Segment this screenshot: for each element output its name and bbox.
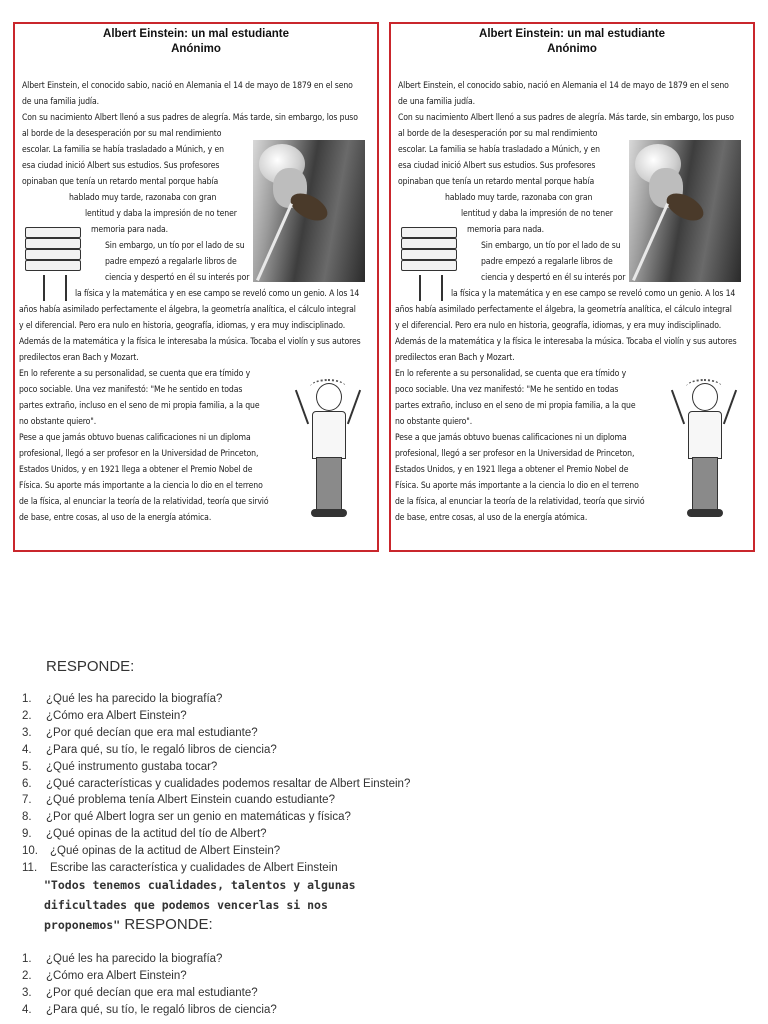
professor-coat [312,411,346,459]
quote-line: dificultades que podemos vencerlas si nos [44,897,328,912]
reading-line: hablado muy tarde, razonaba con gran [69,193,217,203]
reading-line: Con su nacimiento Albert llenó a sus padres de alegría. Más tarde, sin embargo, los puso [398,113,734,123]
question-item [22,843,410,860]
einstein-violin-photo [629,140,741,282]
question-text: ¿Para qué, su tío, le regaló libros de ciencia? [46,1003,277,1016]
question-item [22,860,410,877]
question-item [22,742,410,759]
question-number: 10. [22,845,38,858]
reading-line: memoria para nada. [467,225,545,235]
reading-line: escolar. La familia se había trasladado a Múnich, y en [398,145,600,155]
question-text: ¿Qué problema tenía Albert Einstein cuando estudiante? [46,794,335,807]
reading-line: Sin embargo, un tío por el lado de su [105,241,245,251]
reading-card-right [389,22,755,552]
reading-line: la física y la matemática y en ese campo se reveló como un genio. A los 14 [75,289,360,299]
reading-line: esa ciudad inició Albert sus estudios. Sus profesores [22,161,220,171]
professor-shoes [687,509,723,517]
reading-line: no obstante quiero". [395,417,473,427]
reading-line: no obstante quiero". [19,417,97,427]
question-item [22,725,410,742]
carrier-legs [419,275,443,301]
question-text: ¿Para qué, su tío, le regaló libros de ciencia? [46,743,277,756]
reading-line: de base, entre cosas, al uso de la energía atómica. [19,513,212,523]
question-text: ¿Qué opinas de la actitud del tío de Albert? [46,828,267,841]
reading-line: hablado muy tarde, razonaba con gran [445,193,593,203]
question-text: ¿Qué instrumento gustaba tocar? [46,760,218,773]
quote-line-last [44,915,384,936]
reading-line: de base, entre cosas, al uso de la energía atómica. [395,513,588,523]
reading-line: Además de la matemática y la física le interesaba la música. Tocaba el violín y sus autores [19,337,361,347]
reading-line: Con su nacimiento Albert llenó a sus padres de alegría. Más tarde, sin embargo, los puso [22,113,358,123]
question-item [22,968,277,985]
professor-arm-left [295,390,309,425]
einstein-violin-photo [253,140,365,282]
question-item [22,826,410,843]
professor-cartoon-illustration [675,379,735,521]
book-icon [401,260,457,271]
question-item [22,776,410,793]
reading-line: opinaban que tenía un retardo mental porque había [22,177,219,187]
book-icon [401,227,457,238]
carrier-legs [43,275,67,301]
reading-line: de una familia judía. [398,97,475,107]
reading-line: lentitud y daba la impresión de no tener [85,209,237,219]
reading-line: Física. Su aporte más importante a la ciencia lo dio en el terreno [19,481,263,491]
violin-bow [256,203,293,281]
question-number: 7. [22,794,32,807]
professor-coat [688,411,722,459]
question-number: 3. [22,726,32,739]
professor-shoes [311,509,347,517]
question-text: ¿Por qué decían que era mal estudiante? [46,726,258,739]
book-icon [401,238,457,249]
question-item [22,1002,277,1019]
reading-line: años había asimilado perfectamente el álgebra, la geometría analítica, el cálculo integral [395,305,732,315]
reading-line: predilectos eran Bach y Mozart. [19,353,139,363]
reading-line: partes extraño, incluso en el seno de mi propia familia, a la que [19,401,260,411]
question-item [22,708,410,725]
professor-cartoon-illustration [299,379,359,521]
question-number: 8. [22,811,32,824]
question-text: ¿Por qué decían que era mal estudiante? [46,986,258,999]
reading-line: Estados Unidos, y en 1921 llega a obtener el Premio Nobel de [395,465,629,475]
question-number: 5. [22,760,32,773]
reading-line: Pese a que jamás obtuvo buenas calificaciones ni un diploma [395,433,627,443]
reading-line: de la física, al enunciar la teoría de la relatividad, teoría que sirvió [19,497,269,507]
question-item [22,759,410,776]
reading-line: profesional, llegó a ser profesor en la Universidad de Princeton, [19,449,259,459]
quote-line-end: proponemos" [44,918,121,932]
violin-bow [632,203,669,281]
reading-title-block [15,27,377,57]
reading-line: Estados Unidos, y en 1921 llega a obtener el Premio Nobel de [19,465,253,475]
reading-card-content [391,24,753,550]
reading-line: lentitud y daba la impresión de no tener [461,209,613,219]
reading-line: partes extraño, incluso en el seno de mi propia familia, a la que [395,401,636,411]
reading-line: al borde de la desesperación por su mal rendimiento [22,129,222,139]
question-text: ¿Por qué Albert logra ser un genio en matemáticas y física? [46,811,351,824]
reading-line: ciencia y despertó en él su interés por [481,273,626,283]
reading-card-left [13,22,379,552]
reading-line: de la física, al enunciar la teoría de la relatividad, teoría que sirvió [395,497,645,507]
question-number: 4. [22,1003,32,1016]
book-icon [25,227,81,238]
question-number: 9. [22,828,32,841]
reading-line: años había asimilado perfectamente el álgebra, la geometría analítica, el cálculo integral [19,305,356,315]
reading-line: ciencia y despertó en él su interés por [105,273,250,283]
reading-line: y el diferencial. Pero era nulo en historia, geografía, idiomas, y era muy indisciplinado. [395,321,722,331]
professor-arm-right [347,390,361,425]
question-text: Escribe las característica y cualidades de Albert Einstein [50,862,338,875]
reading-title: Albert Einstein: un mal estudiante [103,28,289,40]
question-text: ¿Qué características y cualidades podemos resaltar de Albert Einstein? [46,777,411,790]
reading-line: escolar. La familia se había trasladado a Múnich, y en [22,145,224,155]
question-text: ¿Qué les ha parecido la biografía? [46,953,223,965]
question-number: 2. [22,709,32,722]
reading-line: opinaban que tenía un retardo mental porque había [398,177,595,187]
question-number: 1. [22,693,32,705]
reading-line: padre empezó a regalarle libros de [105,257,237,267]
question-text: ¿Qué opinas de la actitud de Albert Einstein? [50,845,281,858]
question-item [22,951,277,968]
question-item [22,691,410,708]
reading-line: Sin embargo, un tío por el lado de su [481,241,621,251]
question-number: 4. [22,743,32,756]
reading-line: Además de la matemática y la física le interesaba la música. Tocaba el violín y sus autores [395,337,737,347]
reading-line: Pese a que jamás obtuvo buenas calificaciones ni un diploma [19,433,251,443]
reading-line: padre empezó a regalarle libros de [481,257,613,267]
reading-line: profesional, llegó a ser profesor en la Universidad de Princeton, [395,449,635,459]
book-icon [25,249,81,260]
reading-line: y el diferencial. Pero era nulo en historia, geografía, idiomas, y era muy indisciplinado. [19,321,346,331]
question-number: 11. [22,862,38,875]
question-item [22,792,410,809]
reading-line: Física. Su aporte más importante a la ciencia lo dio en el terreno [395,481,639,491]
reading-author: Anónimo [171,43,221,55]
question-list-repeat [22,951,277,1019]
quote-line: "Todos tenemos cualidades, talentos y algunas [44,878,356,892]
professor-pants [692,457,718,511]
question-number: 6. [22,777,32,790]
professor-pants [316,457,342,511]
reading-line: poco sociable. Una vez manifestó: "Me he sentido en todas [19,385,243,395]
reading-line: predilectos eran Bach y Mozart. [395,353,515,363]
responde-heading: RESPONDE: [46,658,135,675]
question-number: 2. [22,969,32,982]
responde-heading-inline: RESPONDE: [120,916,213,933]
reading-line: al borde de la desesperación por su mal rendimiento [398,129,598,139]
question-text: ¿Qué les ha parecido la biografía? [46,693,223,705]
reading-title-block [391,27,753,57]
question-text: ¿Cómo era Albert Einstein? [46,969,187,982]
reading-line: Albert Einstein, el conocido sabio, nació en Alemania el 14 de mayo de 1879 en el seno [22,81,353,91]
professor-head [692,383,718,411]
professor-arm-right [723,390,737,425]
question-list [22,691,410,877]
reading-line: memoria para nada. [91,225,169,235]
question-text: ¿Cómo era Albert Einstein? [46,709,187,722]
reading-line: esa ciudad inició Albert sus estudios. Sus profesores [398,161,596,171]
question-item [22,809,410,826]
reading-line: En lo referente a su personalidad, se cuenta que era tímido y [19,369,251,379]
book-icon [401,249,457,260]
question-number: 3. [22,986,32,999]
reading-line: de una familia judía. [22,97,99,107]
reading-line: poco sociable. Una vez manifestó: "Me he sentido en todas [395,385,619,395]
motivational-quote [44,876,384,936]
reading-card-content [15,24,377,550]
reading-line: la física y la matemática y en ese campo se reveló como un genio. A los 14 [451,289,736,299]
reading-title: Albert Einstein: un mal estudiante [479,28,665,40]
book-icon [25,260,81,271]
question-item [22,985,277,1002]
professor-head [316,383,342,411]
reading-line: En lo referente a su personalidad, se cuenta que era tímido y [395,369,627,379]
question-number: 1. [22,953,32,965]
book-icon [25,238,81,249]
reading-author: Anónimo [547,43,597,55]
reading-line: Albert Einstein, el conocido sabio, nació en Alemania el 14 de mayo de 1879 en el seno [398,81,729,91]
professor-arm-left [671,390,685,425]
